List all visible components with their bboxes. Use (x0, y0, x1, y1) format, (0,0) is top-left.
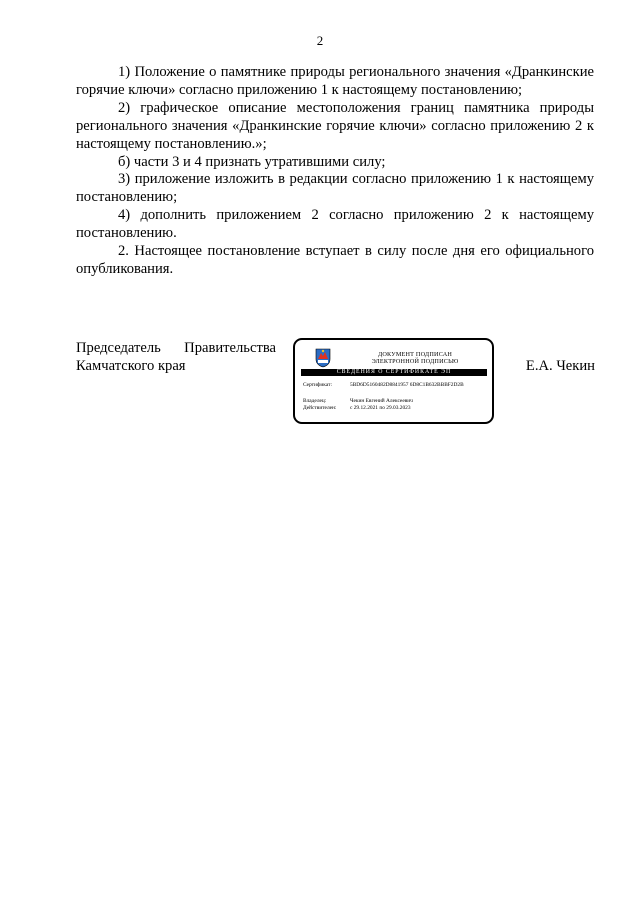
paragraph-item-4: 4) дополнить приложением 2 согласно приложению 2 к настоящему постановлению. (76, 207, 594, 242)
stamp-cert-value: 5BD6D5160482D8841957 6D8C1B632BBBF2D2B (350, 382, 464, 388)
page-number: 2 (316, 33, 324, 48)
paragraph-item-b: б) части 3 и 4 признать утратившими силу; (118, 153, 386, 170)
signer-title (76, 340, 276, 376)
paragraph-effective-date: 2. Настоящее постановление вступает в силу после дня его официального опубликования. (76, 243, 594, 277)
paragraph-item-3: 3) приложение изложить в редакции согласно приложению 1 к настоящему постановлению; (76, 171, 594, 206)
stamp-owner-label: Владелец: (303, 398, 327, 404)
signer-title-line2: Камчатского края (76, 357, 186, 374)
stamp-owner-row (303, 398, 482, 404)
stamp-cert-label: Сертификат: (303, 382, 332, 388)
stamp-header-line1: ДОКУМЕНТ ПОДПИСАН (377, 351, 453, 358)
stamp-valid-value: с 29.12.2021 по 29.03.2023 (350, 405, 411, 411)
signer-title-line1: Председатель Правительства (76, 340, 276, 356)
stamp-header (355, 351, 475, 365)
electronic-signature-stamp (293, 338, 494, 424)
document-body (76, 64, 594, 279)
stamp-header-line2: ЭЛЕКТРОННОЙ ПОДПИСЬЮ (371, 358, 459, 365)
paragraph-item-1: 1) Положение о памятнике природы регионального значения «Дранкинские горячие ключи» согласно приложению 1 к настоящему постановлению; (76, 64, 594, 98)
stamp-valid-row (303, 405, 482, 411)
stamp-owner-value: Чекин Евгений Алексеевич (350, 398, 413, 404)
paragraph-item-2: 2) графическое описание местоположения границ памятника природы регионального значения «Дранкинские горячие ключи» согласно приложению 2 к настоящему постановлению.»; (76, 99, 594, 152)
stamp-certificate-bar: СВЕДЕНИЯ О СЕРТИФИКАТЕ ЭП (301, 369, 487, 376)
stamp-valid-label: Действителен: (303, 405, 337, 411)
stamp-cert-row (303, 382, 482, 388)
coat-of-arms-icon (315, 348, 331, 368)
signer-name: Е.А. Чекин (525, 358, 595, 374)
